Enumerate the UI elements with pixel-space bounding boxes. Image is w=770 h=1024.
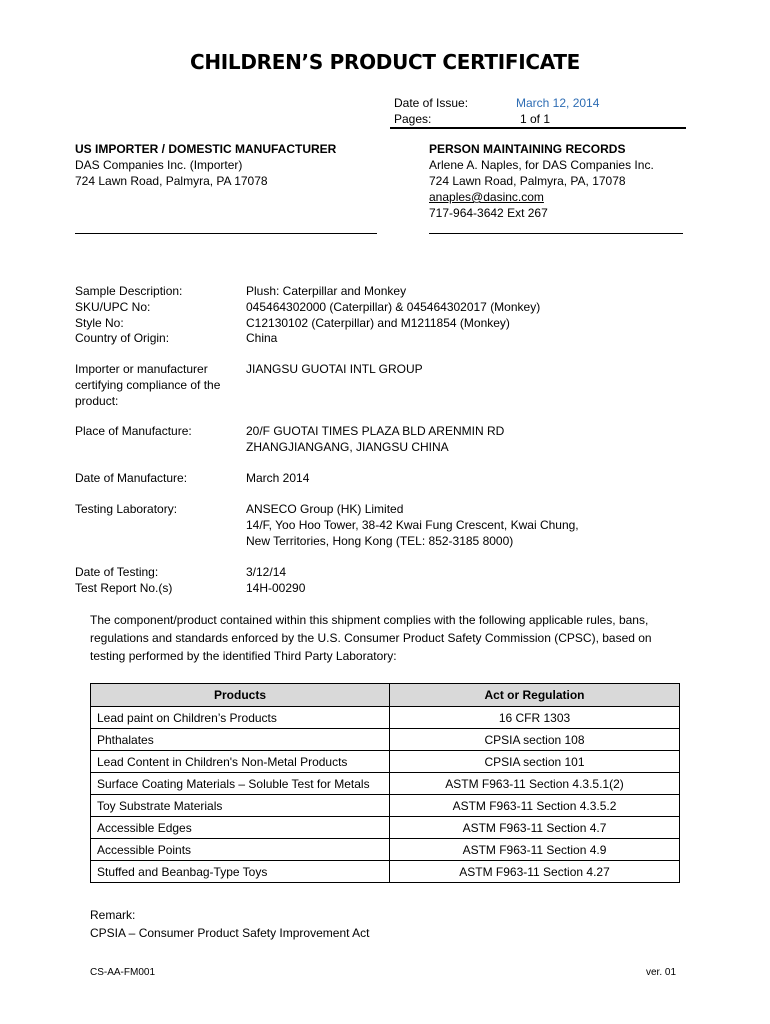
table-row — [91, 707, 680, 729]
certifier-value: JIANGSU GUOTAI INTL GROUP — [246, 362, 423, 376]
style-value: C12130102 (Caterpillar) and M1211854 (Monkey) — [246, 316, 510, 330]
product-cell: Lead Content in Children's Non-Metal Products — [91, 751, 390, 773]
table-header-row — [91, 684, 680, 707]
regulation-cell: CPSIA section 101 — [390, 751, 680, 773]
footer-version: ver. 01 — [646, 967, 677, 978]
product-cell: Phthalates — [91, 729, 390, 751]
records-phone: 717-964-3642 Ext 267 — [429, 206, 548, 220]
sku-label: SKU/UPC No: — [75, 300, 151, 314]
records-divider — [429, 233, 683, 234]
table-row — [91, 729, 680, 751]
records-heading: PERSON MAINTAINING RECORDS — [429, 142, 626, 156]
lab-value: 14/F, Yoo Hoo Tower, 38-42 Kwai Fung Crescent, Kwai Chung, — [246, 518, 579, 532]
place-label: Place of Manufacture: — [75, 424, 192, 438]
remark-text: CPSIA – Consumer Product Safety Improvement Act — [90, 926, 370, 940]
statement-line: regulations and standards enforced by the U.S. Consumer Product Safety Commission (CPSC), based on — [90, 631, 652, 645]
importer-divider — [75, 233, 377, 234]
date-of-issue-label: Date of Issue: — [394, 96, 469, 110]
origin-value: China — [246, 331, 278, 345]
date-manufacture-value: March 2014 — [246, 471, 310, 485]
regulation-cell: 16 CFR 1303 — [390, 707, 680, 729]
regulation-cell: ASTM F963-11 Section 4.3.5.1(2) — [390, 773, 680, 795]
table-row — [91, 817, 680, 839]
product-cell: Accessible Edges — [91, 817, 390, 839]
sample-description-label: Sample Description: — [75, 284, 183, 298]
records-email-link[interactable]: anaples@dasinc.com — [429, 190, 544, 204]
place-value: 20/F GUOTAI TIMES PLAZA BLD ARENMIN RD — [246, 424, 505, 438]
certifier-label: product: — [75, 394, 119, 408]
regulation-cell: ASTM F963-11 Section 4.27 — [390, 861, 680, 883]
certifier-label: Importer or manufacturer — [75, 362, 208, 376]
place-value: ZHANGJIANGANG, JIANGSU CHINA — [246, 440, 449, 454]
lab-value: ANSECO Group (HK) Limited — [246, 502, 404, 516]
importer-line: 724 Lawn Road, Palmyra, PA 17078 — [75, 174, 268, 188]
statement-line: The component/product contained within this shipment complies with the following applicable rules, bans, — [90, 613, 649, 627]
product-cell: Stuffed and Beanbag-Type Toys — [91, 861, 390, 883]
regulations-table — [90, 683, 680, 883]
table-row — [91, 839, 680, 861]
product-cell: Accessible Points — [91, 839, 390, 861]
date-testing-label: Date of Testing: — [75, 565, 159, 579]
regulation-cell: CPSIA section 108 — [390, 729, 680, 751]
column-header-regulation: Act or Regulation — [390, 684, 680, 707]
report-label: Test Report No.(s) — [75, 581, 173, 595]
date-testing-value: 3/12/14 — [246, 565, 287, 579]
page-title: CHILDREN’S PRODUCT CERTIFICATE — [189, 50, 581, 74]
style-label: Style No: — [75, 316, 124, 330]
records-name: Arlene A. Naples, for DAS Companies Inc. — [429, 158, 654, 172]
lab-label: Testing Laboratory: — [75, 502, 178, 516]
table-row — [91, 861, 680, 883]
table-row — [91, 751, 680, 773]
product-cell: Surface Coating Materials – Soluble Test for Metals — [91, 773, 390, 795]
regulation-cell: ASTM F963-11 Section 4.3.5.2 — [390, 795, 680, 817]
statement-line: testing performed by the identified Third Party Laboratory: — [90, 649, 397, 663]
product-cell: Toy Substrate Materials — [91, 795, 390, 817]
header-rule — [390, 127, 686, 129]
certifier-label: certifying compliance of the — [75, 378, 221, 392]
column-header-products: Products — [91, 684, 390, 707]
pages-value: 1 of 1 — [520, 112, 551, 126]
importer-line: DAS Companies Inc. (Importer) — [75, 158, 243, 172]
report-value: 14H-00290 — [246, 581, 306, 595]
footer-form-id: CS-AA-FM001 — [90, 967, 156, 978]
pages-label: Pages: — [394, 112, 432, 126]
table-row — [91, 773, 680, 795]
sample-description-value: Plush: Caterpillar and Monkey — [246, 284, 407, 298]
importer-heading: US IMPORTER / DOMESTIC MANUFACTURER — [75, 142, 337, 156]
table-row — [91, 795, 680, 817]
product-cell: Lead paint on Children’s Products — [91, 707, 390, 729]
remark-label: Remark: — [90, 908, 136, 922]
lab-value: New Territories, Hong Kong (TEL: 852-3185 8000) — [246, 534, 514, 548]
origin-label: Country of Origin: — [75, 331, 170, 345]
date-manufacture-label: Date of Manufacture: — [75, 471, 188, 485]
records-address: 724 Lawn Road, Palmyra, PA, 17078 — [429, 174, 626, 188]
date-of-issue-value: March 12, 2014 — [516, 96, 600, 110]
sku-value: 045464302000 (Caterpillar) & 045464302017 (Monkey) — [246, 300, 541, 314]
regulation-cell: ASTM F963-11 Section 4.7 — [390, 817, 680, 839]
regulation-cell: ASTM F963-11 Section 4.9 — [390, 839, 680, 861]
